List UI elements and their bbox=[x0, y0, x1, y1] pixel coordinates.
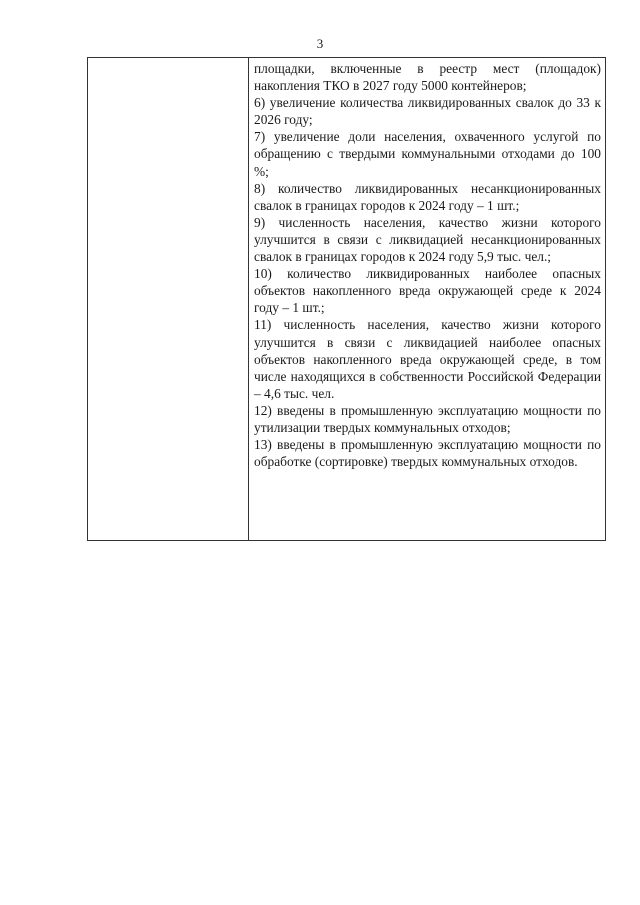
page-number: 3 bbox=[316, 36, 324, 51]
list-item: площадки, включенные в реестр мест (площадок) накопления ТКО в 2027 году 5000 контейнеров; bbox=[254, 61, 601, 94]
table-cell-left bbox=[88, 58, 249, 540]
list-item: 11) численность населения, качество жизни которого улучшится в связи с ликвидацией наиболее опасных объектов накопленного вреда окружающей среде, в том числе находящихся в собственности Российской Федерации – 4,6 тыс. чел. bbox=[254, 317, 601, 401]
list-item: 6) увеличение количества ликвидированных свалок до 33 к 2026 году; bbox=[254, 95, 601, 128]
list-item: 10) количество ликвидированных наиболее опасных объектов накопленного вреда окружающей среде к 2024 году – 1 шт.; bbox=[254, 266, 601, 316]
list-item: 12) введены в промышленную эксплуатацию мощности по утилизации твердых коммунальных отходов; bbox=[254, 402, 601, 435]
list-item: 8) количество ликвидированных несанкционированных свалок в границах городов к 2024 году – 1 шт.; bbox=[254, 180, 601, 213]
document-table bbox=[87, 57, 606, 541]
list-item: 7) увеличение доли населения, охваченного услугой по обращению с твердыми коммунальными отходами до 100 %; bbox=[254, 129, 601, 179]
list-item: 13) введены в промышленную эксплуатацию мощности по обработке (сортировке) твердых коммунальных отходов. bbox=[254, 437, 601, 470]
list-item: 9) численность населения, качество жизни которого улучшится в связи с ликвидацией несанкционированных свалок в границах городов к 2024 году 5,9 тыс. чел.; bbox=[254, 214, 601, 265]
table-cell-right bbox=[249, 58, 605, 540]
